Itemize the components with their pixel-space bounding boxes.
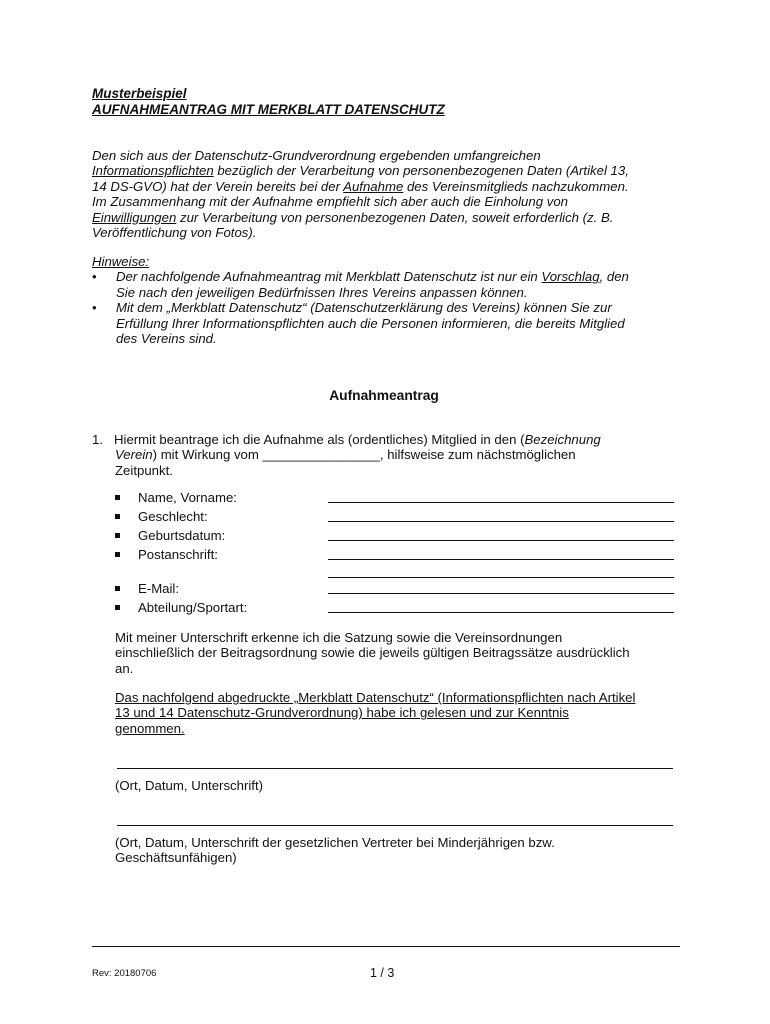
intro-line: Veröffentlichung von Fotos). <box>92 225 257 241</box>
paragraph-line: genommen. <box>115 720 185 736</box>
caption-line: Geschäftsunfähigen) <box>115 850 237 866</box>
note-line: Sie nach den jeweiligen Bedürfnissen Ihres Vereins anpassen können. <box>116 284 528 300</box>
field-label: Geburtsdatum: <box>138 528 226 543</box>
intro-underlined-term: Einwilligungen <box>92 209 177 225</box>
name-input-line[interactable] <box>328 502 674 503</box>
intro-line <box>92 163 692 178</box>
field-label: E-Mail: <box>138 581 180 596</box>
revision-label: Rev: 20180706 <box>92 968 157 979</box>
list-number: 1. <box>92 432 103 447</box>
note-item <box>92 300 692 315</box>
field-label: Name, Vorname: <box>138 490 237 505</box>
intro-paragraph <box>92 148 692 240</box>
intro-text: des Vereinsmitglieds nachzukommen. <box>403 178 629 194</box>
square-bullet-icon <box>115 586 120 591</box>
note-line: Erfüllung Ihrer Informationspflichten auch die Personen informieren, die bereits Mitglied <box>116 315 625 331</box>
guardian-signature-line[interactable] <box>117 825 673 826</box>
application-statement <box>92 432 601 478</box>
statement-line <box>92 432 601 447</box>
caption-line: (Ort, Datum, Unterschrift der gesetzlichen Vertreter bei Minderjährigen bzw. <box>115 835 555 850</box>
signature-line[interactable] <box>117 768 673 769</box>
form-title-text: Aufnahmeantrag <box>329 388 439 403</box>
signature-caption <box>115 778 263 793</box>
paragraph-line: 13 und 14 Datenschutz-Grundverordnung) habe ich gelesen und zur Kenntnis <box>115 705 569 721</box>
statement-italic-text: Verein <box>115 447 153 463</box>
note-item <box>92 269 692 284</box>
square-bullet-icon <box>115 533 120 538</box>
paragraph-line: einschließlich der Beitragsordnung sowie die jeweils gültigen Beitragssätze ausdrücklich <box>115 645 630 661</box>
note-line: des Vereins sind. <box>116 331 217 347</box>
bullet-icon: • <box>92 300 97 316</box>
statement-line: Zeitpunkt. <box>115 462 173 478</box>
note-text: , den <box>599 269 629 285</box>
square-bullet-icon <box>115 495 120 500</box>
statutes-paragraph <box>115 630 630 676</box>
intro-underlined-term: Aufnahme <box>343 178 404 194</box>
intro-line: Im Zusammenhang mit der Aufnahme empfiehlt sich aber auch die Einholung von <box>92 194 568 210</box>
square-bullet-icon <box>115 514 120 519</box>
field-label: Geschlecht: <box>138 509 208 524</box>
birthdate-input-line[interactable] <box>328 540 674 541</box>
paragraph-line: an. <box>115 660 134 676</box>
guardian-signature-caption <box>115 835 555 866</box>
statement-italic-text: Bezeichnung <box>524 432 601 447</box>
address-input-line-2[interactable] <box>328 577 674 578</box>
caption-line: (Ort, Datum, Unterschrift) <box>115 778 264 793</box>
intro-text: bezüglich der Verarbeitung von personenbezogenen Daten (Artikel 13, <box>213 163 629 179</box>
statement-text: ) mit Wirkung vom ________________, hilfsweise zum nächstmöglichen <box>152 447 576 463</box>
gender-input-line[interactable] <box>328 521 674 522</box>
intro-line: Den sich aus der Datenschutz-Grundverordnung ergebenden umfangreichen <box>92 148 541 163</box>
department-input-line[interactable] <box>328 612 674 613</box>
note-underlined-term: Vorschlag <box>541 269 600 285</box>
field-label: Abteilung/Sportart: <box>138 600 248 615</box>
bullet-icon: • <box>92 269 97 285</box>
document-subtitle: Musterbeispiel <box>92 86 187 101</box>
paragraph-line: Das nachfolgend abgedruckte „Merkblatt Datenschutz“ (Informationspflichten nach Artikel <box>115 690 636 705</box>
document-title: AUFNAHMEANTRAG MIT MERKBLATT DATENSCHUTZ <box>92 102 445 117</box>
field-label: Postanschrift: <box>138 547 218 562</box>
page-number: 1 / 3 <box>370 966 395 980</box>
form-title <box>0 388 770 403</box>
address-input-line[interactable] <box>328 559 674 560</box>
square-bullet-icon <box>115 605 120 610</box>
statement-text: Hiermit beantrage ich die Aufnahme als (ordentliches) Mitglied in den ( <box>114 432 525 447</box>
notes-section <box>92 254 692 346</box>
intro-text: 14 DS-GVO) hat der Verein bereits bei der <box>92 178 344 194</box>
statement-line <box>92 447 601 462</box>
note-text: Mit dem „Merkblatt Datenschutz“ (Datenschutzerklärung des Vereins) können Sie zur <box>116 300 612 316</box>
intro-line <box>92 210 692 225</box>
intro-line <box>92 179 692 194</box>
privacy-acknowledgement <box>115 690 635 736</box>
intro-text: zur Verarbeitung von personenbezogenen Daten, soweit erforderlich (z. B. <box>176 209 614 225</box>
footer-divider <box>92 946 680 947</box>
note-text: Der nachfolgende Aufnahmeantrag mit Merkblatt Datenschutz ist nur ein <box>116 269 542 285</box>
square-bullet-icon <box>115 552 120 557</box>
paragraph-line: Mit meiner Unterschrift erkenne ich die Satzung sowie die Vereinsordnungen <box>115 630 563 645</box>
notes-heading: Hinweise: <box>92 254 150 269</box>
intro-underlined-term: Informationspflichten <box>92 163 214 179</box>
email-input-line[interactable] <box>328 593 674 594</box>
